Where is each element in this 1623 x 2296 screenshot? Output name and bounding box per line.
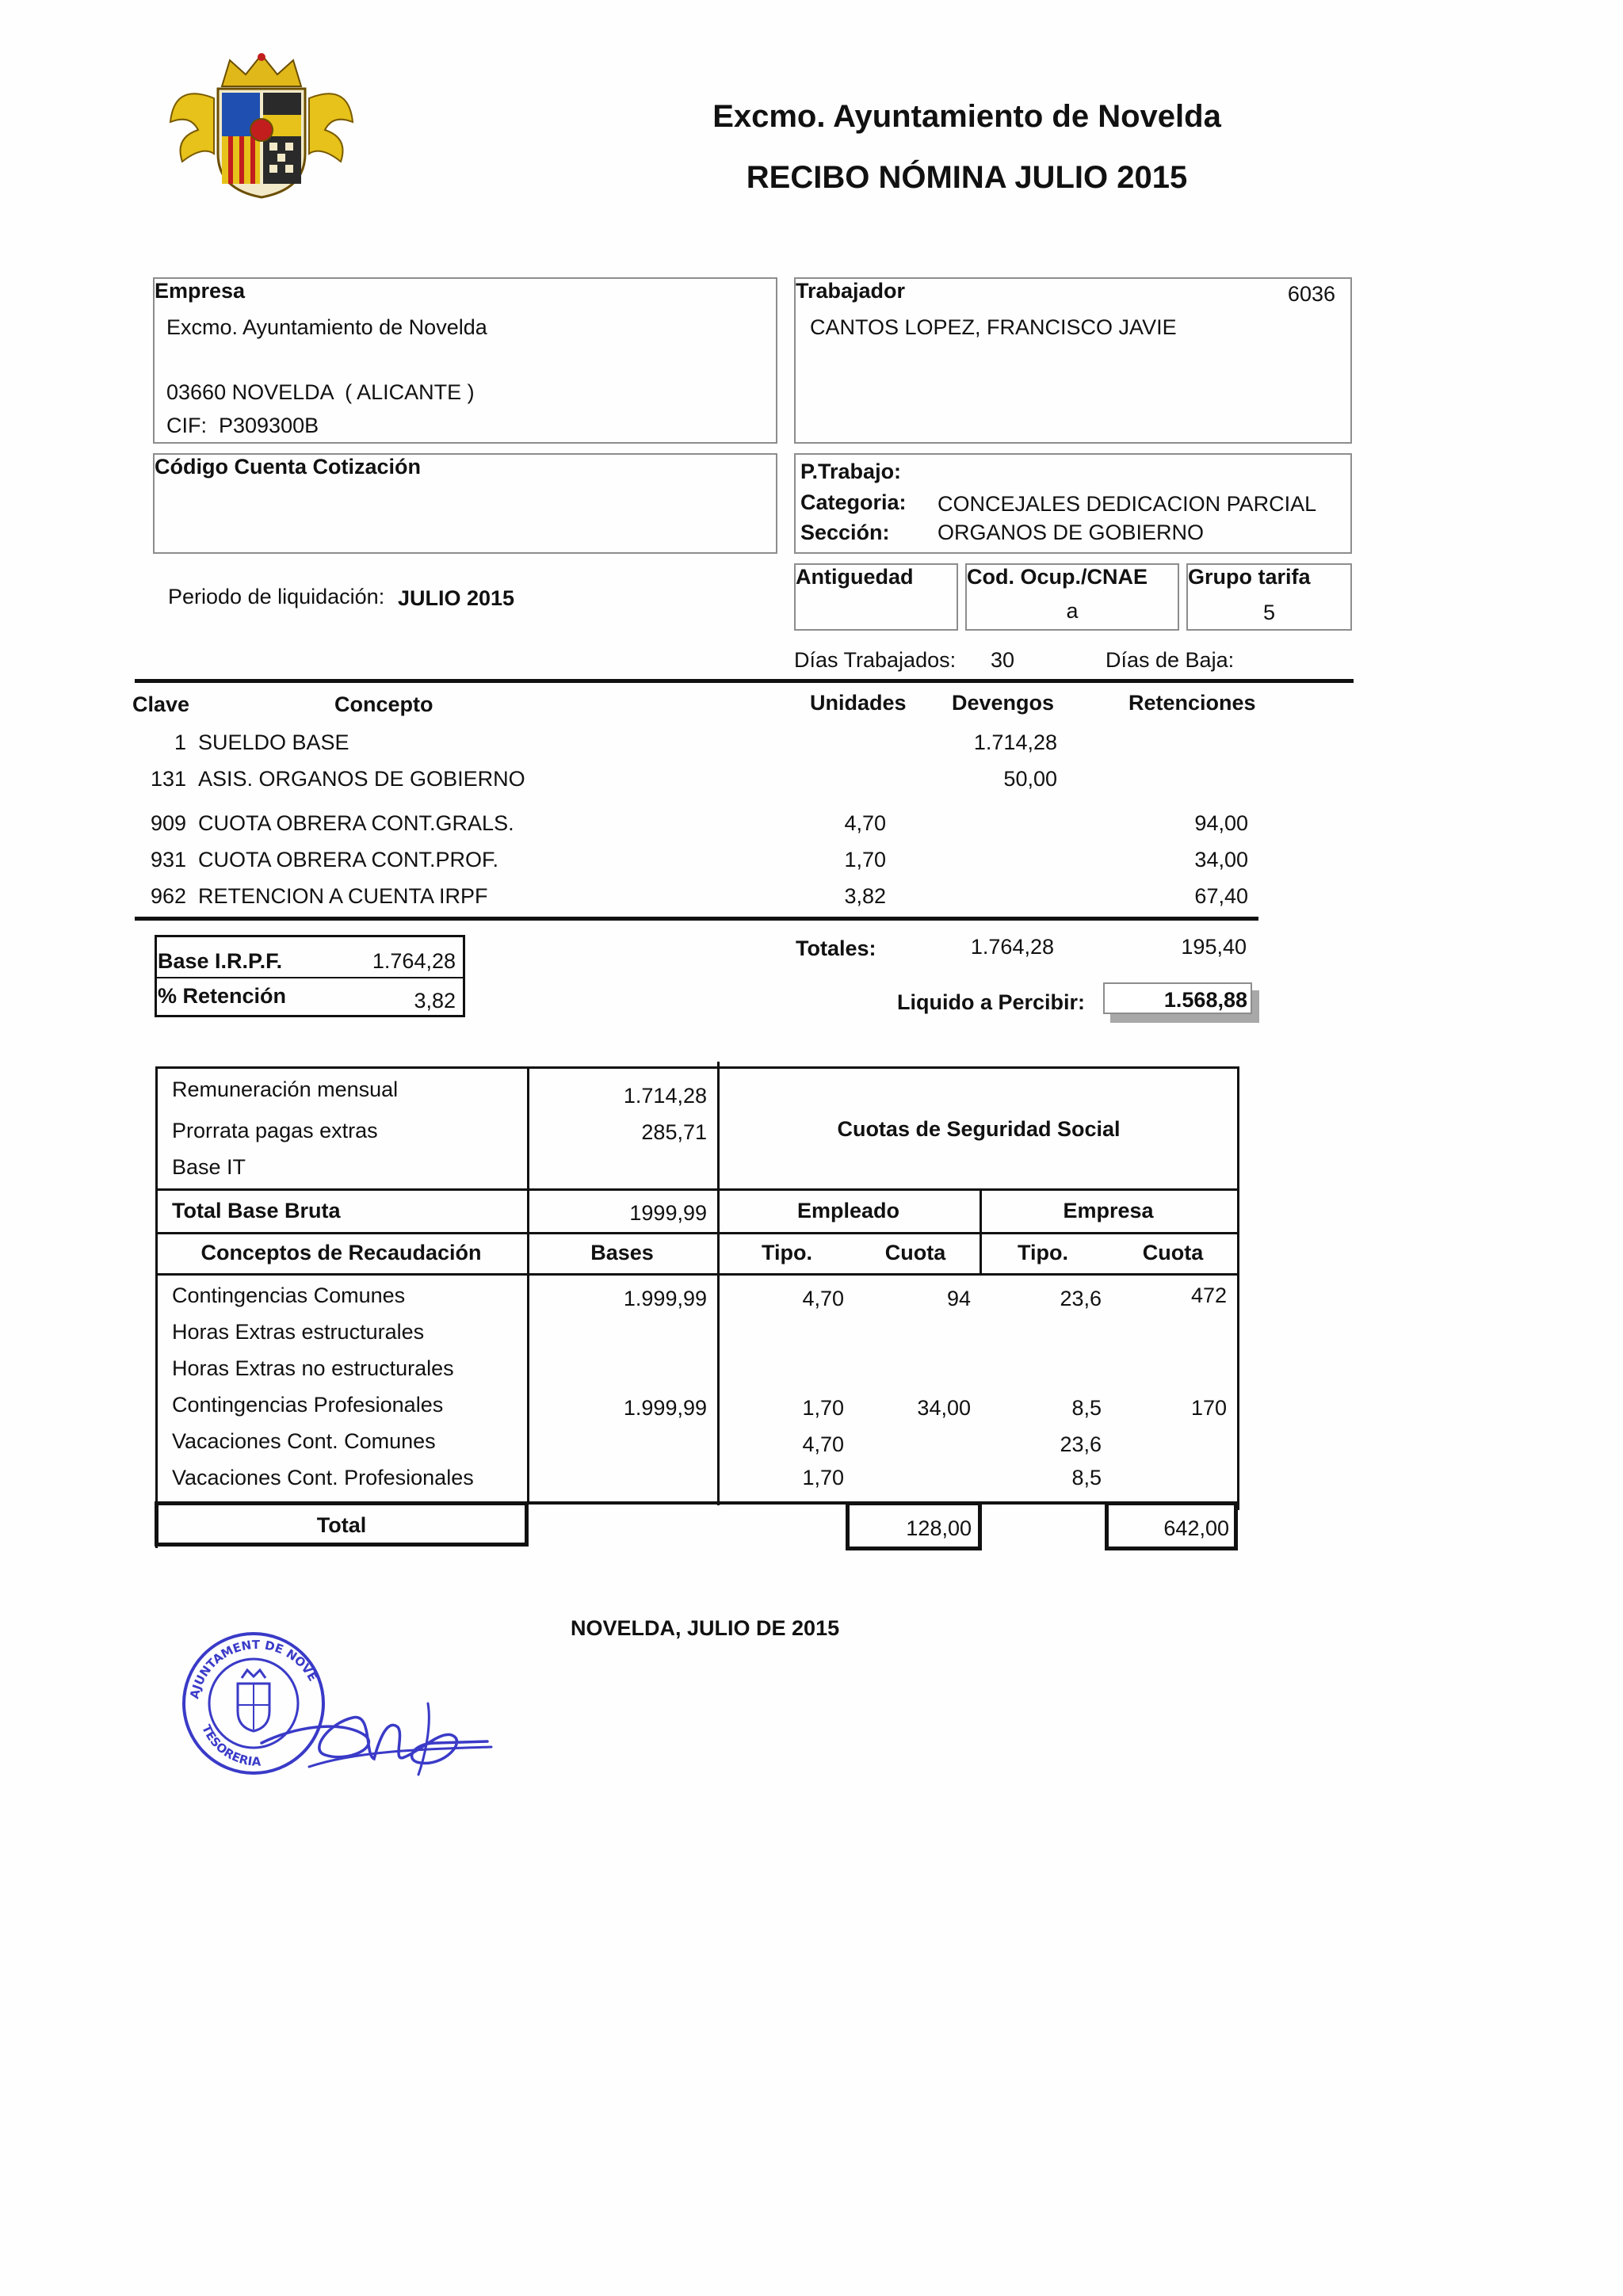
ss-row-concepto: Horas Extras estructurales [172, 1320, 425, 1344]
ss-row-cuota2: 170 [1190, 1396, 1227, 1420]
ss-base-it-label: Base IT [172, 1155, 246, 1179]
ss-row-concepto: Vacaciones Cont. Comunes [172, 1429, 436, 1453]
periodo-label: Periodo de liquidación: [168, 585, 385, 608]
liquido-label: Liquido a Percibir: [897, 990, 1086, 1014]
totales-devengos: 1.764,28 [970, 935, 1054, 959]
place-date: NOVELDA, JULIO DE 2015 [571, 1616, 840, 1640]
row-concepto: RETENCION A CUENTA IRPF [198, 884, 488, 908]
totales-retenciones: 195,40 [1181, 935, 1247, 959]
ss-remuneracion-value: 1.714,28 [623, 1084, 707, 1108]
conceptos-top-rule [135, 679, 1354, 683]
table-row [0, 848, 1623, 875]
ss-header-tipo2: Tipo. [1018, 1241, 1068, 1264]
dias-trabajados-value: 30 [991, 648, 1015, 672]
trabajador-name: CANTOS LOPEZ, FRANCISCO JAVIE [810, 315, 1177, 339]
grupo-tarifa-value: 5 [1262, 601, 1276, 624]
irpf-box-divider [155, 977, 465, 978]
col-header-devengos: Devengos [952, 691, 1055, 715]
totales-label: Totales: [796, 936, 876, 960]
ss-cuotas-title: Cuotas de Seguridad Social [837, 1117, 1121, 1141]
table-row [0, 730, 1623, 757]
row-concepto: ASIS. ORGANOS DE GOBIERNO [198, 767, 525, 791]
ss-row-base: 1.999,99 [623, 1396, 707, 1420]
seccion-value: ORGANOS DE GOBIERNO [938, 521, 1205, 544]
col-header-unidades: Unidades [810, 691, 907, 715]
coat-of-arms-icon [166, 51, 357, 201]
row-concepto: CUOTA OBRERA CONT.GRALS. [198, 811, 514, 835]
col-header-clave: Clave [132, 692, 190, 716]
ss-row-concepto: Contingencias Comunes [172, 1283, 406, 1307]
ss-rule-3 [155, 1273, 1237, 1276]
col-header-concepto: Concepto [334, 692, 433, 716]
trabajador-number: 6036 [1287, 282, 1335, 306]
ss-empresa-label: Empresa [1063, 1199, 1154, 1222]
row-unidades: 4,70 [844, 811, 886, 835]
svg-text:AJUNTAMENT DE NOVELDA [166, 1616, 320, 1700]
ss-row-concepto: Contingencias Profesionales [172, 1393, 444, 1417]
trabajador-label: Trabajador [796, 279, 906, 303]
table-row [0, 1393, 1623, 1420]
ss-total-empleado: 128,00 [846, 1501, 982, 1550]
row-devengos: 50,00 [1003, 767, 1057, 791]
cod-ocup-label: Cod. Ocup./CNAE [967, 565, 1148, 589]
ss-row-cuota2: 472 [1190, 1283, 1227, 1307]
conceptos-bottom-rule [135, 917, 1258, 921]
empresa-address: 03660 NOVELDA ( ALICANTE ) [166, 380, 475, 404]
ss-row-base: 1.999,99 [623, 1287, 707, 1310]
ss-header-conceptos: Conceptos de Recaudación [200, 1241, 482, 1264]
row-clave: 962 [150, 884, 186, 908]
table-row [0, 1466, 1623, 1493]
ss-remuneracion-label: Remuneración mensual [172, 1077, 399, 1101]
stamp-text-top: AJUNTAMENT DE NOVE [187, 1637, 321, 1700]
empresa-cif: CIF: P309300B [166, 414, 319, 437]
stamp-text-bottom: TESORERIA [199, 1722, 262, 1769]
irpf-base-value: 1.764,28 [372, 949, 456, 973]
empresa-name: Excmo. Ayuntamiento de Novelda [166, 315, 487, 339]
ss-top-rule [155, 1066, 1239, 1069]
ss-rule-2 [155, 1232, 1237, 1234]
table-row [0, 884, 1623, 911]
ss-header-bases: Bases [590, 1241, 654, 1264]
ss-row-tipo2: 8,5 [1071, 1396, 1102, 1420]
ss-row-tipo2: 23,6 [1060, 1432, 1102, 1456]
ss-row-concepto: Horas Extras no estructurales [172, 1356, 454, 1380]
dias-trabajados-label: Días Trabajados: [794, 648, 957, 672]
ss-row-tipo1: 4,70 [802, 1287, 844, 1310]
ss-prorrata-label: Prorrata pagas extras [172, 1119, 378, 1142]
ss-header-tipo1: Tipo. [762, 1241, 812, 1264]
ss-rule-1 [155, 1188, 1237, 1191]
tesoreria-stamp-icon [166, 1616, 499, 1806]
liquido-value: 1.568,88 [1103, 982, 1252, 1014]
ss-row-concepto: Vacaciones Cont. Profesionales [172, 1466, 474, 1489]
table-row [0, 1320, 1623, 1347]
ss-total-base-value: 1999,99 [629, 1201, 707, 1225]
org-title: Excmo. Ayuntamiento de Novelda [712, 99, 1221, 134]
ss-row-cuota1: 34,00 [917, 1396, 971, 1420]
ss-prorrata-value: 285,71 [641, 1120, 707, 1144]
irpf-retencion-label: % Retención [158, 984, 287, 1008]
categoria-label: Categoria: [800, 490, 907, 514]
row-clave: 131 [150, 767, 186, 791]
document-title: RECIBO NÓMINA JULIO 2015 [746, 160, 1188, 195]
table-row [0, 1429, 1623, 1456]
row-retenciones: 94,00 [1194, 811, 1248, 835]
ss-header-cuota2: Cuota [1142, 1241, 1204, 1264]
ss-row-tipo1: 1,70 [802, 1396, 844, 1420]
antiguedad-label: Antiguedad [796, 565, 914, 589]
ss-row-tipo1: 1,70 [802, 1466, 844, 1489]
table-row [0, 811, 1623, 838]
row-unidades: 1,70 [844, 848, 886, 871]
ss-row-tipo1: 4,70 [802, 1432, 844, 1456]
periodo-value: JULIO 2015 [398, 586, 515, 610]
row-retenciones: 34,00 [1194, 848, 1248, 871]
row-clave: 931 [150, 848, 186, 871]
ss-empleado-label: Empleado [796, 1199, 900, 1222]
table-row [0, 1283, 1623, 1310]
dias-baja-label: Días de Baja: [1106, 648, 1235, 672]
ss-row-tipo2: 8,5 [1071, 1466, 1102, 1489]
ccc-label: Código Cuenta Cotización [155, 455, 421, 479]
categoria-value: CONCEJALES DEDICACION PARCIAL [938, 492, 1317, 516]
irpf-base-label: Base I.R.P.F. [158, 949, 283, 973]
empresa-label: Empresa [155, 279, 246, 303]
ss-header-cuota1: Cuota [884, 1241, 946, 1264]
ss-total-base-label: Total Base Bruta [172, 1199, 341, 1222]
row-concepto: CUOTA OBRERA CONT.PROF. [198, 848, 499, 871]
row-retenciones: 67,40 [1194, 884, 1248, 908]
row-unidades: 3,82 [844, 884, 886, 908]
row-devengos: 1.714,28 [973, 730, 1057, 754]
ss-total-label: Total [155, 1501, 529, 1547]
row-clave: 909 [150, 811, 186, 835]
row-concepto: SUELDO BASE [198, 730, 349, 754]
cod-ocup-value: a [1066, 599, 1079, 623]
grupo-tarifa-label: Grupo tarifa [1188, 565, 1311, 589]
ptrabajo-label: P.Trabajo: [800, 460, 902, 483]
table-row [0, 1356, 1623, 1383]
row-clave: 1 [174, 730, 186, 754]
irpf-retencion-value: 3,82 [414, 989, 456, 1013]
table-row [0, 767, 1623, 794]
ss-row-tipo2: 23,6 [1060, 1287, 1102, 1310]
col-header-retenciones: Retenciones [1128, 691, 1256, 715]
seccion-label: Sección: [800, 521, 890, 544]
ss-total-empresa: 642,00 [1105, 1501, 1238, 1550]
ss-row-cuota1: 94 [946, 1287, 971, 1310]
